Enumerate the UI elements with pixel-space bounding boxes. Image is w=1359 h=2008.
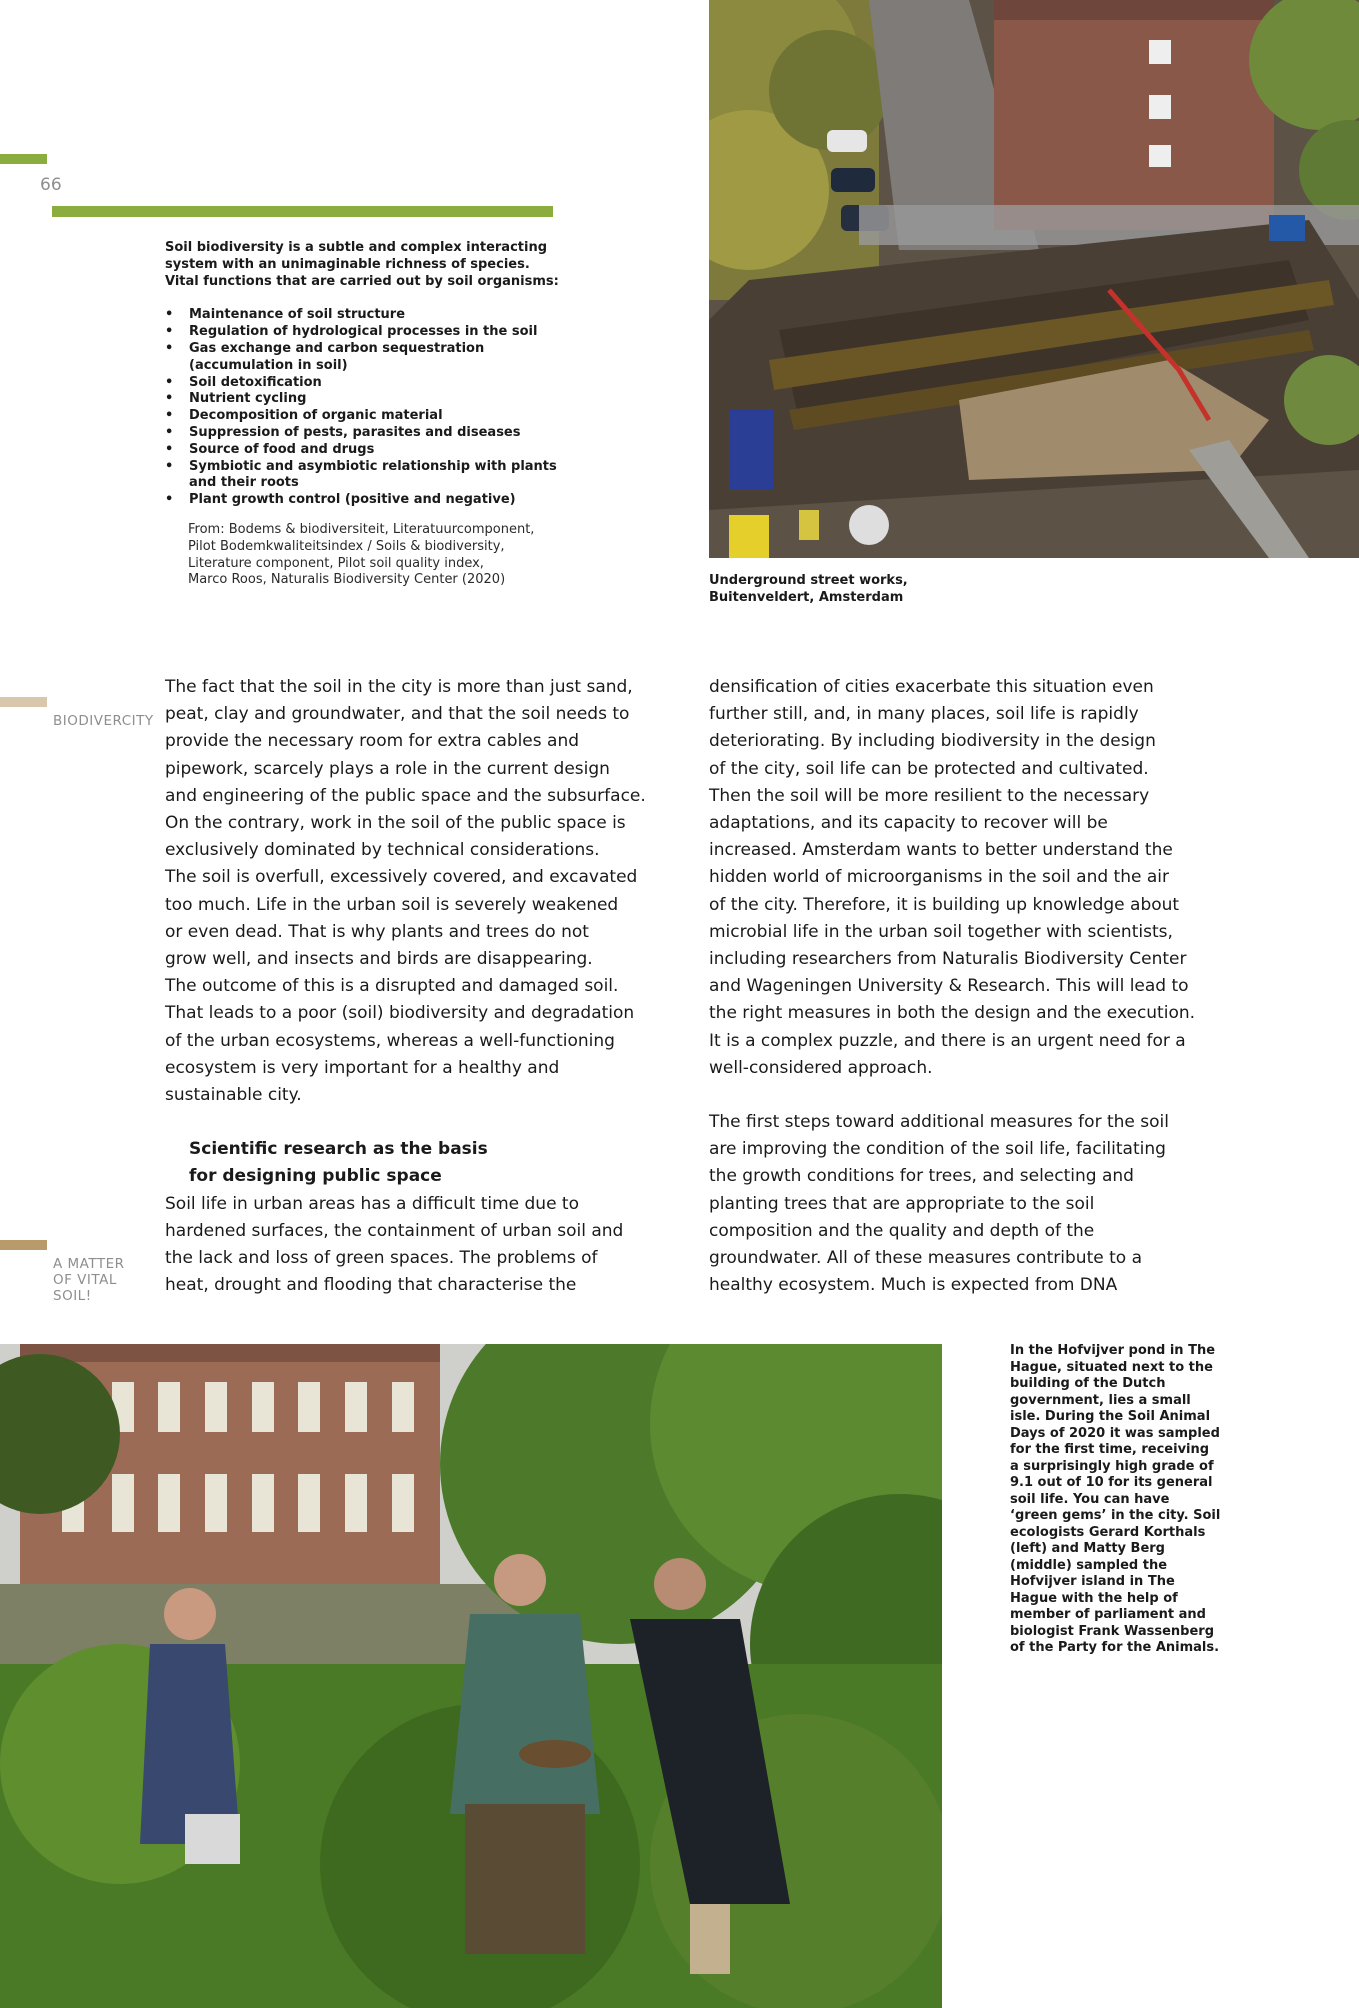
text-line: or even dead. That is why plants and trees do not (165, 921, 589, 942)
text-line: the growth conditions for trees, and selecting and (709, 1166, 1134, 1187)
caption-line: In the Hofvijver pond in The (1010, 1343, 1216, 1358)
side-label-vital-soil (53, 1256, 125, 1304)
text-line: and engineering of the public space and the subsurface. (165, 785, 646, 806)
text-line: deteriorating. By including biodiversity in the design (709, 731, 1156, 752)
text-line: Soil life in urban areas has a difficult time due to (165, 1193, 580, 1214)
text-line: including researchers from Naturalis Biodiversity Center (709, 949, 1187, 970)
top-left-accent-bar (0, 154, 47, 164)
list-item: • Symbiotic and asymbiotic relationship with plants and their roots (189, 459, 565, 493)
caption-line: for the first time, receiving (1010, 1442, 1210, 1457)
text-line: heat, drought and flooding that characterise the (165, 1275, 577, 1296)
researchers-photo (0, 1344, 942, 2008)
body-column-right (709, 674, 1229, 1299)
caption-line: Buitenveldert, Amsterdam (709, 589, 904, 605)
text-line: The fact that the soil in the city is more than just sand, (165, 677, 633, 697)
text-line: provide the necessary room for extra cables and (165, 731, 580, 752)
text-line: grow well, and insects and birds are disappearing. (165, 949, 593, 970)
text-line: of the city. Therefore, it is building up knowledge about (709, 894, 1180, 915)
caption-line: Hague with the help of (1010, 1590, 1178, 1606)
text-line: of the urban ecosystems, whereas a well-functioning (165, 1030, 615, 1051)
caption-line: isle. During the Soil Animal (1010, 1409, 1211, 1424)
subhead-line: Scientific research as the basis (189, 1139, 488, 1160)
caption-line: ecologists Gerard Korthals (1010, 1524, 1206, 1540)
text-line: It is a complex puzzle, and there is an urgent need for a (709, 1030, 1186, 1051)
caption-line: Underground street works, (709, 573, 908, 588)
body-paragraph (165, 674, 675, 1109)
caption-line: 9.1 out of 10 for its general (1010, 1475, 1213, 1490)
page-number: 66 (40, 175, 62, 195)
section-subhead (165, 1136, 675, 1190)
caption-line: government, lies a small (1010, 1392, 1191, 1408)
caption-line: a surprisingly high grade of (1010, 1458, 1214, 1474)
intro-lead: Soil biodiversity is a subtle and complex interacting system with an unimaginable richness of species. Vital functions that are carried out by soil organisms: (165, 240, 559, 289)
side-label-line: SOIL! (53, 1288, 92, 1304)
caption-line: (middle) sampled the (1010, 1557, 1168, 1573)
intro-source (188, 522, 558, 589)
text-line: the right measures in both the design and the execution. (709, 1003, 1196, 1024)
body-paragraph (709, 1109, 1229, 1299)
source-line: Pilot Bodemkwaliteitsindex / Soils & biodiversity, (188, 538, 505, 554)
section-rule-biodiversity (0, 697, 47, 707)
text-line: microbial life in the urban soil together with scientists, (709, 921, 1173, 942)
text-line: Then the soil will be more resilient to the necessary (709, 785, 1150, 806)
text-line: too much. Life in the urban soil is severely weakened (165, 894, 619, 915)
list-item: • Decomposition of organic material (189, 408, 565, 425)
text-line: the lack and loss of green spaces. The problems of (165, 1248, 598, 1269)
list-item: • Regulation of hydrological processes in the soil (189, 324, 565, 341)
text-line: pipework, scarcely plays a role in the current design (165, 758, 610, 779)
text-line: healthy ecosystem. Much is expected from DNA (709, 1275, 1118, 1296)
text-line: planting trees that are appropriate to the soil (709, 1193, 1095, 1214)
text-line: peat, clay and groundwater, and that the soil needs to (165, 704, 630, 725)
caption-line: Hofvijver island in The (1010, 1574, 1175, 1589)
caption-line: of the Party for the Animals. (1010, 1640, 1220, 1655)
source-line: Marco Roos, Naturalis Biodiversity Center (2020) (188, 572, 506, 588)
body-column-left (165, 674, 675, 1299)
street-works-photo (709, 0, 1359, 558)
list-item: • Source of food and drugs (189, 442, 565, 459)
text-line: exclusively dominated by technical considerations. (165, 840, 600, 861)
side-label-line: A MATTER (53, 1256, 125, 1272)
body-paragraph (165, 1191, 675, 1300)
text-line: ecosystem is very important for a healthy and (165, 1057, 560, 1078)
caption-line: member of parliament and (1010, 1607, 1206, 1622)
caption-line: biologist Frank Wassenberg (1010, 1623, 1215, 1639)
caption-line: Days of 2020 it was sampled (1010, 1425, 1220, 1441)
text-line: hidden world of microorganisms in the soil and the air (709, 867, 1169, 888)
text-line: densification of cities exacerbate this situation even (709, 677, 1154, 697)
side-label-biodiversity: BIODIVERCITY (53, 713, 154, 729)
text-line: The first steps toward additional measures for the soil (709, 1112, 1169, 1133)
text-line: and Wageningen University & Research. This will lead to (709, 976, 1189, 997)
side-label-line: OF VITAL (53, 1272, 117, 1288)
top-photo-caption (709, 573, 1009, 606)
list-item: • Nutrient cycling (189, 391, 565, 408)
section-rule-vital-soil (0, 1240, 47, 1250)
text-line: of the city, soil life can be protected and cultivated. (709, 758, 1149, 779)
text-line: groundwater. All of these measures contribute to a (709, 1248, 1143, 1269)
caption-line: ‘green gems’ in the city. Soil (1010, 1508, 1221, 1523)
subhead-line: for designing public space (189, 1166, 442, 1187)
text-line: hardened surfaces, the containment of urban soil and (165, 1220, 624, 1241)
text-line: increased. Amsterdam wants to better understand the (709, 840, 1173, 861)
text-line: adaptations, and its capacity to recover will be (709, 813, 1108, 834)
body-paragraph (709, 674, 1229, 1082)
caption-line: soil life. You can have (1010, 1491, 1170, 1507)
soil-functions-list (165, 307, 565, 509)
list-item: • Gas exchange and carbon sequestration (accumulation in soil) (189, 341, 565, 375)
caption-line: building of the Dutch (1010, 1376, 1166, 1391)
text-line: composition and the quality and depth of the (709, 1220, 1095, 1241)
caption-line: Hague, situated next to the (1010, 1359, 1213, 1375)
intro-header-rule (52, 206, 553, 217)
text-line: On the contrary, work in the soil of the public space is (165, 813, 626, 834)
caption-line: (left) and Matty Berg (1010, 1541, 1165, 1556)
source-line: Literature component, Pilot soil quality index, (188, 555, 484, 571)
text-line: The outcome of this is a disrupted and damaged soil. (165, 976, 619, 997)
text-line: The soil is overfull, excessively covered, and excavated (165, 867, 638, 888)
list-item: • Suppression of pests, parasites and diseases (189, 425, 565, 442)
list-item: • Maintenance of soil structure (189, 307, 565, 324)
source-line: From: Bodems & biodiversiteit, Literatuurcomponent, (188, 522, 535, 537)
text-line: further still, and, in many places, soil life is rapidly (709, 704, 1139, 725)
intro-box (165, 240, 565, 509)
list-item: • Soil detoxification (189, 375, 565, 392)
text-line: well-considered approach. (709, 1057, 933, 1078)
list-item: • Plant growth control (positive and negative) (189, 492, 565, 509)
researchers-photo-caption (1010, 1343, 1230, 1657)
text-line: sustainable city. (165, 1085, 302, 1106)
text-line: That leads to a poor (soil) biodiversity and degradation (165, 1003, 635, 1024)
text-line: are improving the condition of the soil life, facilitating (709, 1139, 1166, 1160)
